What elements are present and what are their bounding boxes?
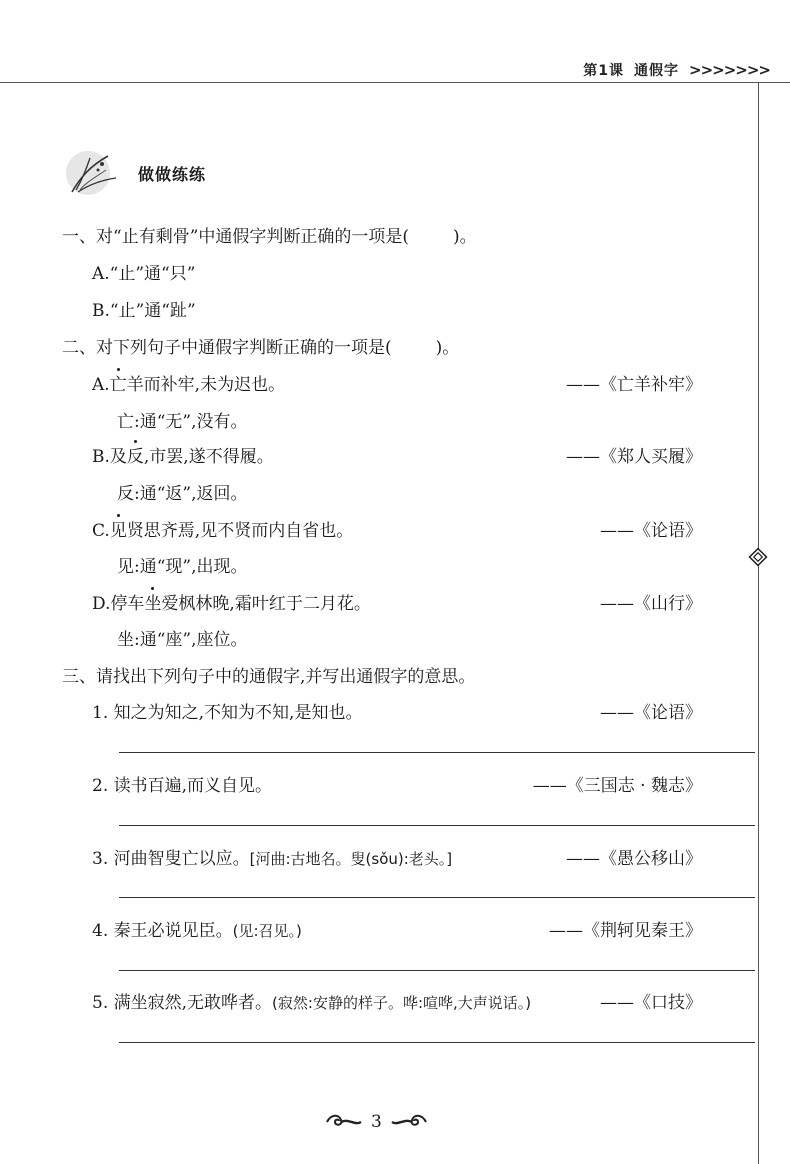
question-2-option-d: D.停车坐爱枫林晚,霜叶红于二月花。 ——《山行》 [92, 589, 702, 614]
dotted-character: 坐 [144, 589, 161, 614]
question-2-note-c: 见:通“现”,出现。 [117, 557, 248, 577]
question-1-option-a: A.“止”通“只” [92, 264, 196, 284]
header-arrows: >>>>>>> [689, 61, 770, 79]
section-title: 做做练练 [138, 164, 207, 184]
section-heading [60, 148, 206, 198]
source-citation: ——《论语》 [600, 521, 702, 541]
source-citation: ——《郑人买履》 [566, 447, 702, 467]
dotted-character: 亡 [110, 370, 127, 395]
question-1-option-b: B.“止”通“趾” [92, 301, 196, 321]
question-2-option-c: C.见贤思齐焉,见不贤而内自省也。 ——《论语》 [92, 516, 702, 541]
question-2-option-a: A.亡羊而补牢,未为迟也。 ——《亡羊补牢》 [92, 370, 702, 395]
page-footer [325, 1112, 428, 1132]
source-citation: ——《荆轲见秦王》 [549, 921, 702, 941]
answer-line[interactable] [119, 752, 755, 753]
question-3-item: 3. 河曲智叟亡以应。[河曲:古地名。叟(sǒu):老头。] ——《愚公移山》 [92, 844, 702, 869]
question-2-option-b: B.及反,市罢,遂不得履。 ——《郑人买履》 [92, 442, 702, 467]
answer-line[interactable] [119, 825, 755, 826]
orchid-icon [60, 148, 120, 198]
dotted-character: 反 [127, 442, 144, 467]
question-2-note-d: 坐:通“座”,座位。 [117, 630, 248, 650]
question-2-note-a: 亡:通“无”,没有。 [117, 412, 248, 432]
question-3-item: 4. 秦王必说见臣。(见:召见。) ——《荆轲见秦王》 [92, 916, 702, 941]
page-number: 3 [371, 1112, 382, 1132]
question-2-stem: 二、对下列句子中通假字判断正确的一项是( )。 [62, 338, 460, 358]
answer-line[interactable] [119, 1042, 755, 1043]
answer-line[interactable] [119, 897, 755, 898]
source-citation: ——《愚公移山》 [566, 849, 702, 869]
lesson-label: 第1课 [583, 63, 625, 79]
source-citation: ——《论语》 [600, 703, 702, 723]
question-3-item: 2. 读书百遍,而义自见。 ——《三国志 · 魏志》 [92, 771, 702, 796]
topic-label: 通假字 [634, 63, 680, 79]
dotted-character: 见 [110, 516, 127, 541]
running-header [583, 56, 770, 84]
source-citation: ——《山行》 [600, 594, 702, 614]
left-scroll-ornament-icon [325, 1112, 363, 1132]
answer-line[interactable] [119, 970, 755, 971]
question-3-stem: 三、请找出下列句子中的通假字,并写出通假字的意思。 [62, 667, 476, 687]
question-1-stem: 一、对“止有剩骨”中通假字判断正确的一项是( )。 [62, 227, 477, 247]
source-citation: ——《三国志 · 魏志》 [532, 776, 702, 796]
question-3-item: 1. 知之为知之,不知为不知,是知也。 ——《论语》 [92, 698, 702, 723]
source-citation: ——《亡羊补牢》 [566, 375, 702, 395]
knot-ornament-icon [748, 547, 768, 567]
right-scroll-ornament-icon [390, 1112, 428, 1132]
header-rule [0, 82, 790, 83]
source-citation: ——《口技》 [600, 993, 702, 1013]
side-rule [758, 82, 759, 1164]
question-2-note-b: 反:通“返”,返回。 [117, 484, 248, 504]
question-3-item: 5. 满坐寂然,无敢哗者。(寂然:安静的样子。哗:喧哗,大声说话。) ——《口技》 [92, 988, 702, 1013]
